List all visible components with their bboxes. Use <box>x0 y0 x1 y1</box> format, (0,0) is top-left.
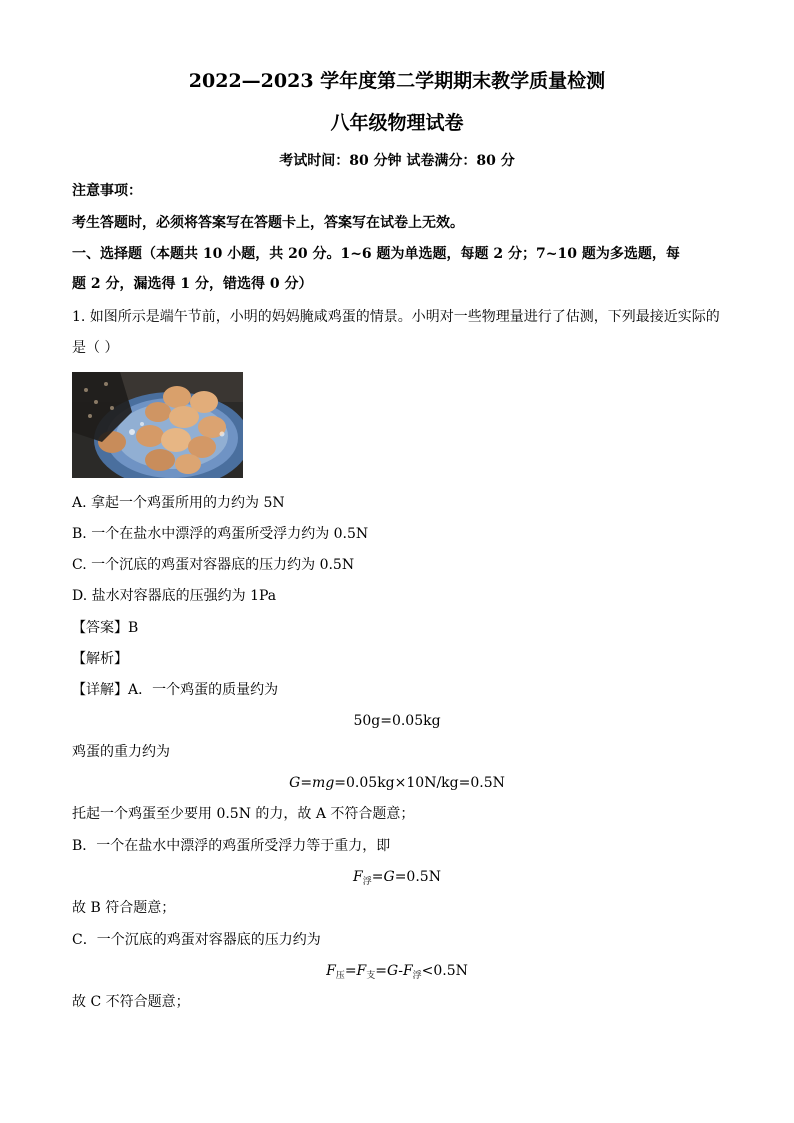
question1-stem-line2: 是（ ） <box>72 340 119 356</box>
exam-info: 考试时间：80 分钟 试卷满分：80 分 <box>279 153 515 169</box>
analysis-heading: 【解析】 <box>72 651 128 667</box>
detail-b-intro: B．一个在盐水中漂浮的鸡蛋所受浮力等于重力，即 <box>72 838 391 854</box>
option-c: C. 一个沉底的鸡蛋对容器底的压力约为 0.5N <box>72 557 355 573</box>
notice-text: 考生答题时，必须将答案写在答题卡上，答案写在试卷上无效。 <box>72 215 464 231</box>
formula-gravity: G=mg=0.05kg×10N/kg=0.5N <box>289 775 505 791</box>
detail-a-intro: 【详解】A．一个鸡蛋的质量约为 <box>72 682 279 698</box>
formula-c: $F_压=F_支=G-F_浮<0.5N$ <box>326 963 468 981</box>
exam-title: 2022—2023 学年度第二学期期末教学质量检测 <box>188 70 606 92</box>
detail-c-conclusion: 故 C 不符合题意； <box>72 994 190 1010</box>
formula-b: $F_浮=G=0.5N$ <box>353 869 441 887</box>
detail-a-conclusion: 托起一个鸡蛋至少要用 0.5N 的力，故 A 不符合题意； <box>72 806 415 822</box>
option-b: B. 一个在盐水中漂浮的鸡蛋所受浮力约为 0.5N <box>72 526 369 542</box>
detail-c-intro: C．一个沉底的鸡蛋对容器底的压力约为 <box>72 932 321 948</box>
formula-mass: 50g=0.05kg <box>353 713 441 729</box>
answer: 【答案】B <box>72 620 139 636</box>
option-d: D. 盐水对容器底的压强约为 1Pa <box>72 588 277 604</box>
eggs-in-salt-water-photo <box>72 372 243 478</box>
section1-line2: 题 2 分，漏选得 1 分，错选得 0 分） <box>72 276 313 292</box>
exam-subtitle: 八年级物理试卷 <box>330 112 464 134</box>
question1-stem-line1: 1. 如图所示是端午节前，小明的妈妈腌咸鸡蛋的情景。小明对一些物理量进行了估测，下列最接近实际的 <box>72 309 720 325</box>
detail-b-conclusion: 故 B 符合题意； <box>72 900 176 916</box>
notice-heading: 注意事项： <box>72 183 142 199</box>
gravity-intro: 鸡蛋的重力约为 <box>72 744 170 760</box>
section1-line1: 一、选择题（本题共 10 小题，共 20 分。1~6 题为单选题，每题 2 分；7~10 题为多选题，每 <box>72 246 680 262</box>
option-a: A. 拿起一个鸡蛋所用的力约为 5N <box>72 495 285 511</box>
